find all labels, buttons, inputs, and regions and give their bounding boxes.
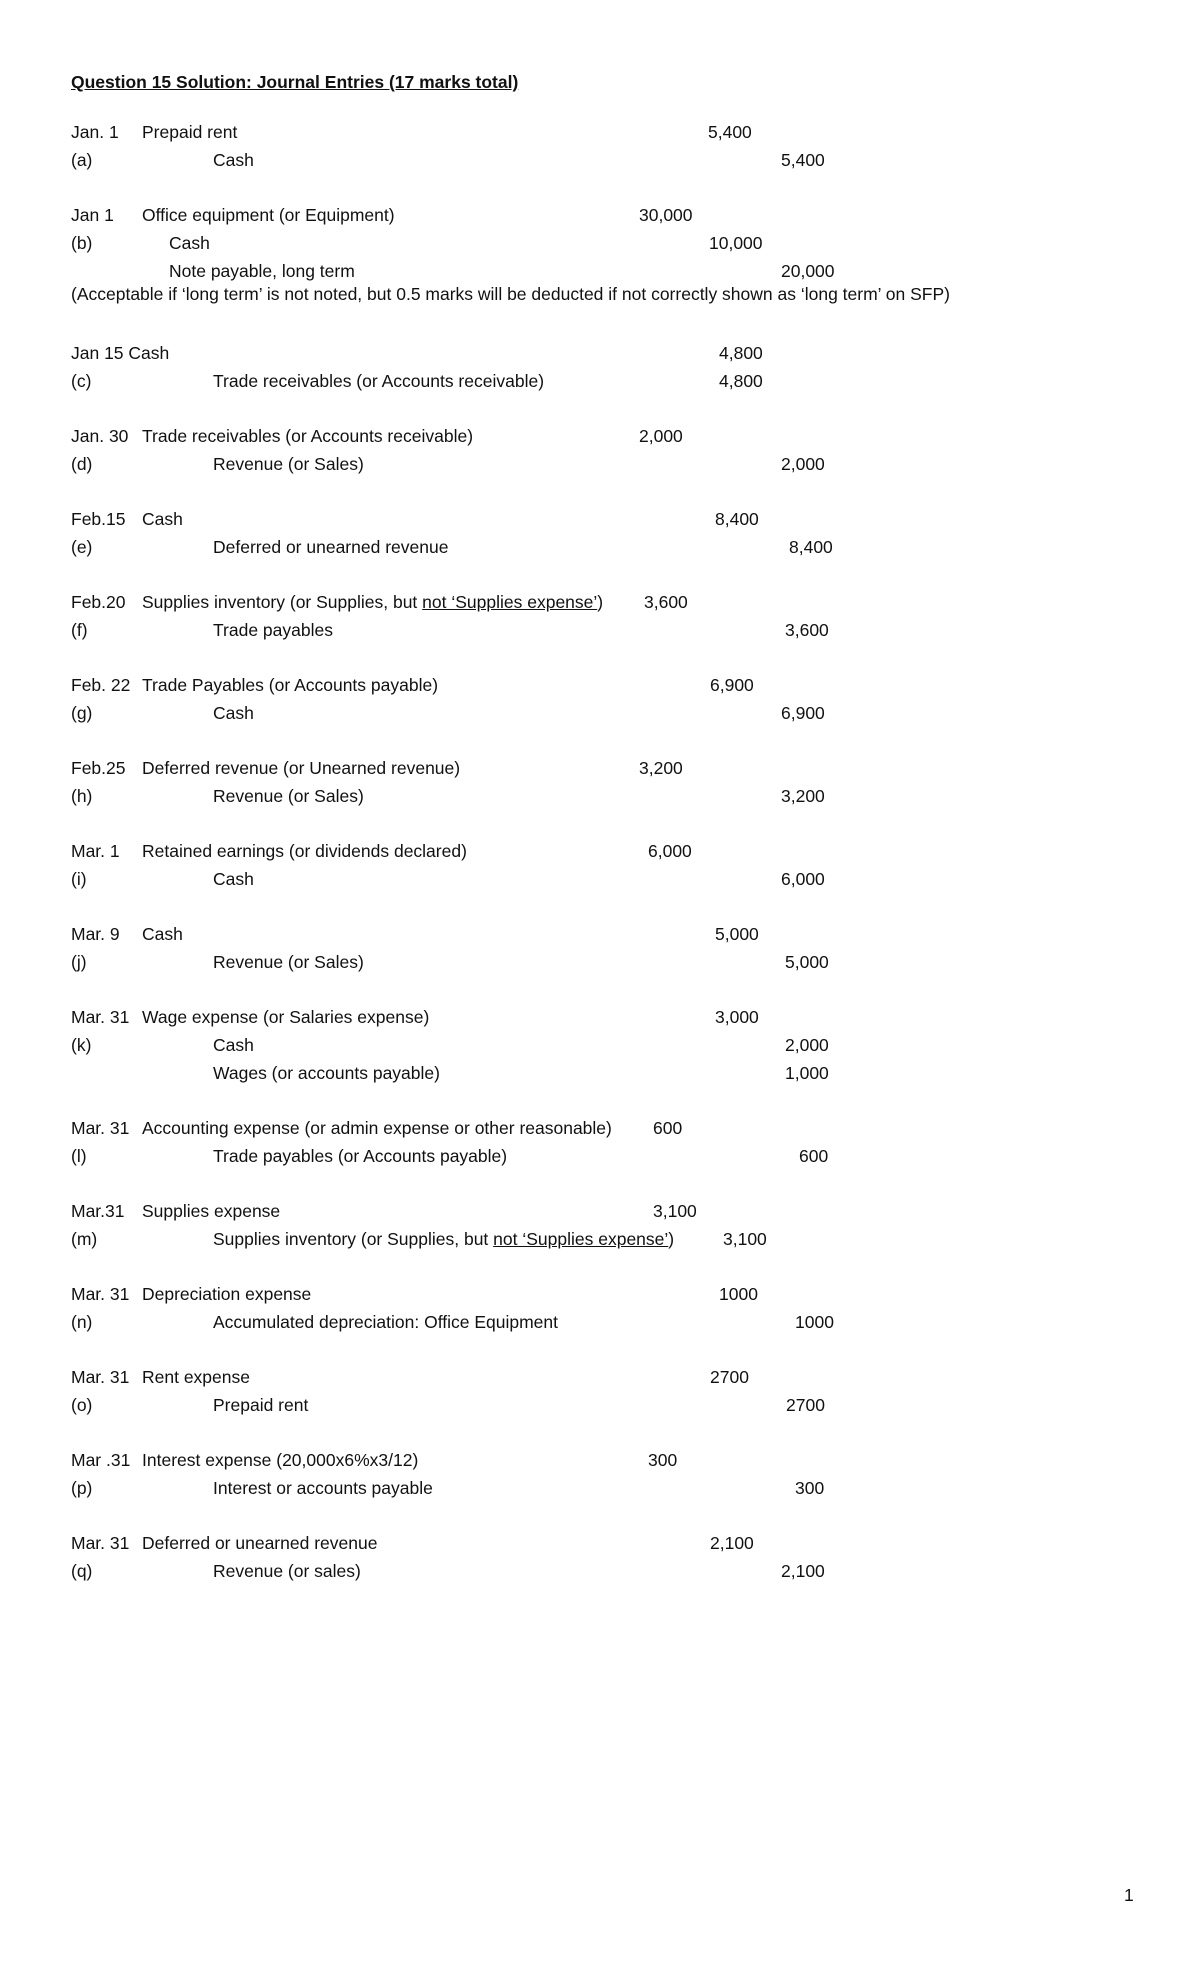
credit-account-2: Note payable, long term — [169, 261, 355, 281]
debit-account: Depreciation expense — [142, 1284, 312, 1304]
debit-amount: 4,800 — [719, 343, 763, 363]
debit-account: Cash — [142, 924, 183, 944]
entry-date: Jan. 1 — [71, 122, 119, 142]
debit-account: Trade Payables (or Accounts payable) — [142, 675, 439, 695]
debit-account: Wage expense (or Salaries expense) — [142, 1007, 430, 1027]
credit-account: Interest or accounts payable — [213, 1478, 433, 1498]
credit-account: Trade payables (or Accounts payable) — [213, 1146, 508, 1166]
debit-amount: 300 — [648, 1450, 678, 1470]
page-number: 1 — [1124, 1885, 1134, 1905]
credit-amount: 6,000 — [781, 869, 825, 889]
entry-date: Mar.31 — [71, 1201, 125, 1221]
credit-amount: 2,000 — [781, 454, 825, 474]
credit-account: Revenue (or sales) — [213, 1561, 361, 1581]
credit-amount: 6,900 — [781, 703, 825, 723]
journal-entry — [0, 422, 1200, 478]
debit-account: Cash — [142, 509, 183, 529]
credit-amount: 3,200 — [781, 786, 825, 806]
entry-letter: (j) — [71, 952, 87, 972]
entry-date: Mar. 31 — [71, 1367, 130, 1387]
credit-amount: 2,000 — [785, 1035, 829, 1055]
entry-date: Mar. 31 — [71, 1007, 130, 1027]
journal-entry — [0, 754, 1200, 810]
entry-letter: (q) — [71, 1561, 93, 1581]
debit-amount: 3,100 — [653, 1201, 697, 1221]
debit-amount: 3,600 — [644, 592, 688, 612]
credit-amount: 2,100 — [781, 1561, 825, 1581]
entry-letter: (h) — [71, 786, 93, 806]
journal-entry — [0, 588, 1200, 644]
credit-account: Accumulated depreciation: Office Equipment — [213, 1312, 559, 1332]
debit-amount: 1000 — [719, 1284, 758, 1304]
debit-amount: 2,100 — [710, 1533, 754, 1553]
credit-account: Cash — [213, 150, 254, 170]
entry-date: Mar. 31 — [71, 1533, 130, 1553]
credit-amount: 4,800 — [719, 371, 763, 391]
credit-amount: 300 — [795, 1478, 825, 1498]
debit-amount: 8,400 — [715, 509, 759, 529]
credit-account: Supplies inventory (or Supplies, but not ‘Supplies expense’) — [213, 1229, 675, 1249]
journal-entry — [0, 1280, 1200, 1336]
entry-date: Mar. 31 — [71, 1118, 130, 1138]
credit-amount: 3,100 — [723, 1229, 767, 1249]
credit-amount: 3,600 — [785, 620, 829, 640]
entry-letter: (c) — [71, 371, 92, 391]
credit-account: Revenue (or Sales) — [213, 952, 364, 972]
entry-letter: (d) — [71, 454, 93, 474]
debit-account: Supplies inventory (or Supplies, but not ‘Supplies expense’) — [142, 592, 604, 612]
credit-amount: 8,400 — [789, 537, 833, 557]
journal-entry — [0, 118, 1200, 174]
debit-account: Deferred or unearned revenue — [142, 1533, 378, 1553]
entry-date: Mar. 1 — [71, 841, 120, 861]
entry-letter: (l) — [71, 1146, 87, 1166]
credit-account: Deferred or unearned revenue — [213, 537, 449, 557]
debit-account: Supplies expense — [142, 1201, 281, 1221]
entry-date: Feb.25 — [71, 758, 126, 778]
credit-amount: 5,000 — [785, 952, 829, 972]
debit-account: Interest expense (20,000x6%x3/12) — [142, 1450, 419, 1470]
debit-amount: 3,000 — [715, 1007, 759, 1027]
debit-amount: 5,000 — [715, 924, 759, 944]
debit-account: Prepaid rent — [142, 122, 238, 142]
credit-amount: 10,000 — [709, 233, 763, 253]
credit-account: Cash — [169, 233, 210, 253]
credit-amount: 1000 — [795, 1312, 834, 1332]
entry-letter: (m) — [71, 1229, 98, 1249]
entry-date: Feb.15 — [71, 509, 126, 529]
debit-account: Deferred revenue (or Unearned revenue) — [142, 758, 461, 778]
entry-date: Feb.20 — [71, 592, 126, 612]
entry-date: Mar. 9 — [71, 924, 120, 944]
debit-amount: 600 — [653, 1118, 683, 1138]
entry-date: Jan 1 — [71, 205, 114, 225]
entry-letter: (b) — [71, 233, 93, 253]
entry-letter: (p) — [71, 1478, 93, 1498]
journal-entry — [0, 1363, 1200, 1419]
entry-date: Mar. 31 — [71, 1284, 130, 1304]
debit-account: Retained earnings (or dividends declared) — [142, 841, 467, 861]
journal-entry — [0, 1529, 1200, 1585]
note-text: (Acceptable if ‘long term’ is not noted, but 0.5 marks will be deducted if not correctly shown as ‘long term’ on SFP) — [71, 284, 950, 304]
debit-amount: 6,900 — [710, 675, 754, 695]
debit-amount: 30,000 — [639, 205, 693, 225]
entry-letter: (f) — [71, 620, 88, 640]
credit-account: Prepaid rent — [213, 1395, 309, 1415]
journal-entry — [0, 1003, 1200, 1087]
entry-letter: (n) — [71, 1312, 93, 1332]
debit-account: Office equipment (or Equipment) — [142, 205, 395, 225]
credit-amount-2: 1,000 — [785, 1063, 829, 1083]
credit-account: Cash — [213, 1035, 254, 1055]
journal-entry — [0, 1197, 1200, 1253]
entry-date: Mar .31 — [71, 1450, 131, 1470]
entry-letter: (i) — [71, 869, 87, 889]
entry-date: Jan. 30 — [71, 426, 129, 446]
credit-account: Revenue (or Sales) — [213, 454, 364, 474]
credit-amount: 600 — [799, 1146, 829, 1166]
journal-entry — [0, 505, 1200, 561]
credit-account-2: Wages (or accounts payable) — [213, 1063, 440, 1083]
debit-amount: 6,000 — [648, 841, 692, 861]
credit-account: Revenue (or Sales) — [213, 786, 364, 806]
credit-amount-2: 20,000 — [781, 261, 835, 281]
journal-entry — [0, 837, 1200, 893]
journal-entry — [0, 339, 1200, 395]
entry-letter: (e) — [71, 537, 93, 557]
credit-amount: 2700 — [786, 1395, 825, 1415]
credit-account: Cash — [213, 869, 254, 889]
debit-amount: 3,200 — [639, 758, 683, 778]
debit-amount: 2700 — [710, 1367, 749, 1387]
credit-account: Trade receivables (or Accounts receivable) — [213, 371, 545, 391]
debit-account: Trade receivables (or Accounts receivable) — [142, 426, 474, 446]
journal-entry — [0, 1114, 1200, 1170]
entry-letter: (g) — [71, 703, 93, 723]
journal-entry — [0, 671, 1200, 727]
debit-amount: 5,400 — [708, 122, 752, 142]
debit-account: Accounting expense (or admin expense or other reasonable) — [142, 1118, 612, 1138]
entry-letter: (k) — [71, 1035, 92, 1055]
entry-letter: (o) — [71, 1395, 93, 1415]
credit-amount: 5,400 — [781, 150, 825, 170]
entry-date: Jan 15 Cash — [71, 343, 170, 363]
journal-entry — [0, 201, 1200, 285]
debit-account: Rent expense — [142, 1367, 250, 1387]
debit-amount: 2,000 — [639, 426, 683, 446]
entry-letter: (a) — [71, 150, 93, 170]
journal-entry — [0, 1446, 1200, 1502]
credit-account: Cash — [213, 703, 254, 723]
journal-entry — [0, 920, 1200, 976]
page-title: Question 15 Solution: Journal Entries (17 marks total) — [71, 72, 519, 92]
credit-account: Trade payables — [213, 620, 333, 640]
entry-date: Feb. 22 — [71, 675, 131, 695]
